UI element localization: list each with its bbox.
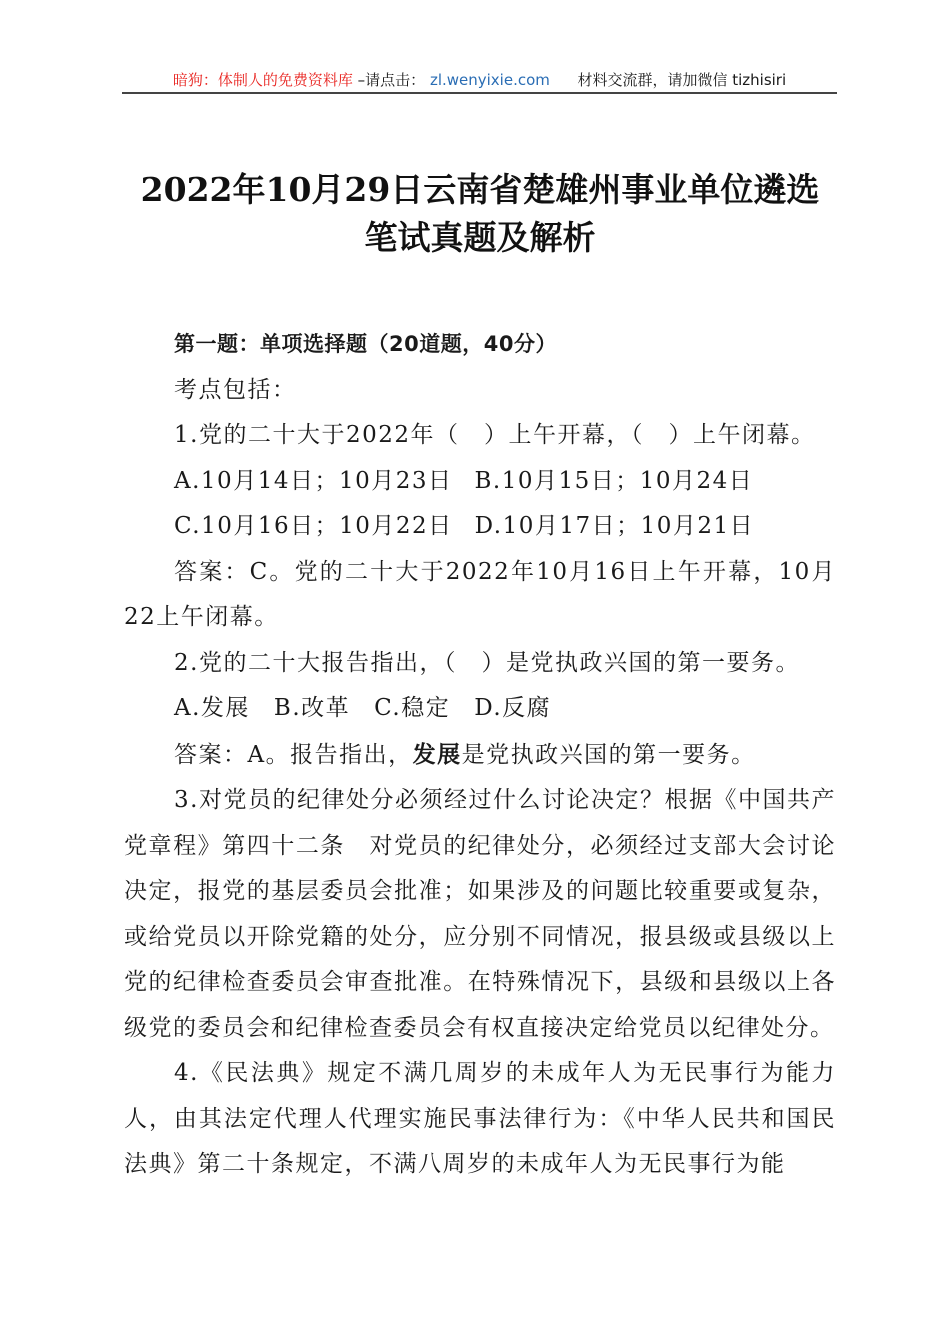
answer-emphasis: 发展: [412, 740, 462, 768]
question-1-options-row-2: [124, 504, 836, 550]
option-b: B.改革: [273, 695, 351, 721]
title-line-2: 笔试真题及解析: [364, 218, 596, 257]
section-heading: 第一题：单项选择题（20道题，40分）: [174, 332, 557, 356]
option-d: D.反腐: [474, 695, 552, 721]
question-2-answer: [124, 732, 836, 779]
page-header: [122, 68, 837, 92]
option-c: C.稳定: [374, 695, 451, 721]
title-line-1: 2022年10月29日云南省楚雄州事业单位遴选: [140, 170, 820, 209]
option-b: B.10月15日；10月24日: [474, 467, 754, 494]
promo-text: 暗狗：体制人的免费资料库: [172, 71, 353, 89]
question-4-text: 4.《民法典》规定不满几周岁的未成年人为无民事行为能力人，由其法定代理人代理实施民事法律行为：《中华人民共和国民法典》第二十条规定，不满八周岁的未成年人为无民事行为能: [124, 1060, 836, 1177]
question-3-text: 3.对党员的纪律处分必须经过什么讨论决定？根据《中国共产党章程》第四十二条 对党员的纪律处分，必须经过支部大会讨论决定，报党的基层委员会批准；如果涉及的问题比较重要或复杂，或给党员以开除党籍的处分，应分别不同情况，报县级或县级以上党的纪律检查委员会审查批准。在特殊情况下，县级和县级以上各级党的委员会和纪律检查委员会有权直接决定给党员以纪律处分。: [124, 787, 836, 1041]
section-intro: 考点包括：: [174, 376, 297, 403]
question-1-stem: 1.党的二十大于2022年（ ）上午开幕，（ ）上午闭幕。: [174, 422, 816, 448]
document-title: [100, 166, 860, 262]
option-c: C.10月16日；10月22日: [174, 513, 453, 539]
click-prompt: –请点击：: [357, 71, 426, 89]
answer-suffix: 是党执政兴国的第一要务。: [461, 741, 756, 768]
question-2-stem: 2.党的二十大报告指出，（ ）是党执政兴国的第一要务。: [174, 649, 800, 676]
document-body: [124, 322, 836, 1188]
option-a: A.发展: [174, 695, 250, 721]
wechat-group-text: 材料交流群，请加微信 tizhisiri: [577, 71, 787, 89]
question-2-options: [124, 686, 836, 732]
option-a: A.10月14日；10月23日: [174, 467, 453, 494]
answer-prefix: 答案：A。报告指出，: [174, 741, 413, 768]
header-divider: [122, 92, 837, 94]
website-link[interactable]: zl.wenyixie.com: [429, 71, 550, 89]
option-d: D.10月17日；10月21日: [474, 513, 755, 539]
question-1-answer: 答案：C。党的二十大于2022年10月16日上午开幕，10月22上午闭幕。: [124, 558, 836, 630]
question-1-options-row-1: [124, 459, 836, 505]
